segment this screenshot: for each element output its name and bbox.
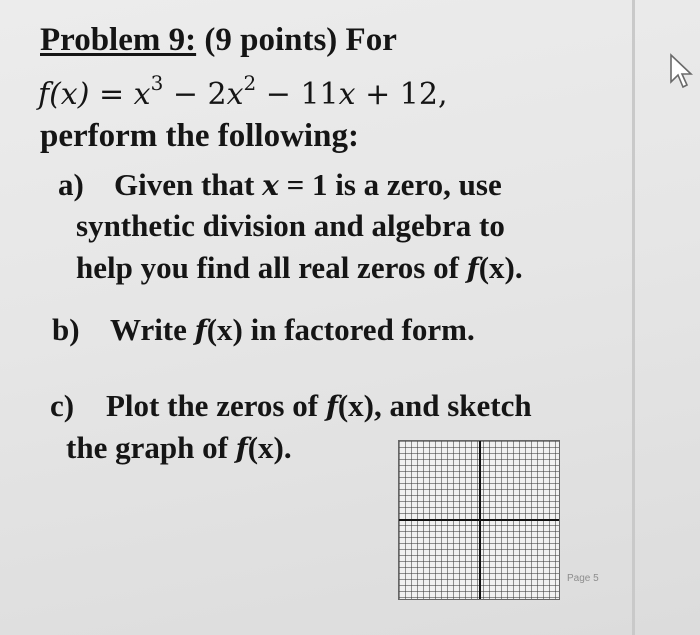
part-b-label: b) (52, 312, 80, 347)
part-c-label: c) (50, 388, 75, 423)
function-definition: $f(x) = x^3 - 2x^2 - 11x + 12$, (38, 71, 448, 112)
page-edge (632, 0, 635, 635)
part-b-line-1: Write f(x) in factored form. (110, 312, 475, 347)
problem-title: Problem 9: (9 points) For (40, 22, 397, 58)
instructions-intro: perform the following: (40, 118, 359, 154)
mouse-cursor-icon (668, 52, 694, 92)
y-axis (479, 441, 481, 599)
part-a-line-1: Given that x = 1 is a zero, use (114, 167, 502, 202)
part-a-line-3: help you find all real zeros of f(x). (76, 250, 523, 285)
part-a-line-2: synthetic division and algebra to (76, 208, 505, 243)
part-c-line-1: Plot the zeros of f(x), and sketch (106, 388, 532, 423)
page-number: Page 5 (567, 573, 599, 584)
part-c-line-2: the graph of f(x). (66, 430, 292, 465)
graph-grid (398, 440, 560, 600)
part-a-label: a) (58, 167, 84, 202)
